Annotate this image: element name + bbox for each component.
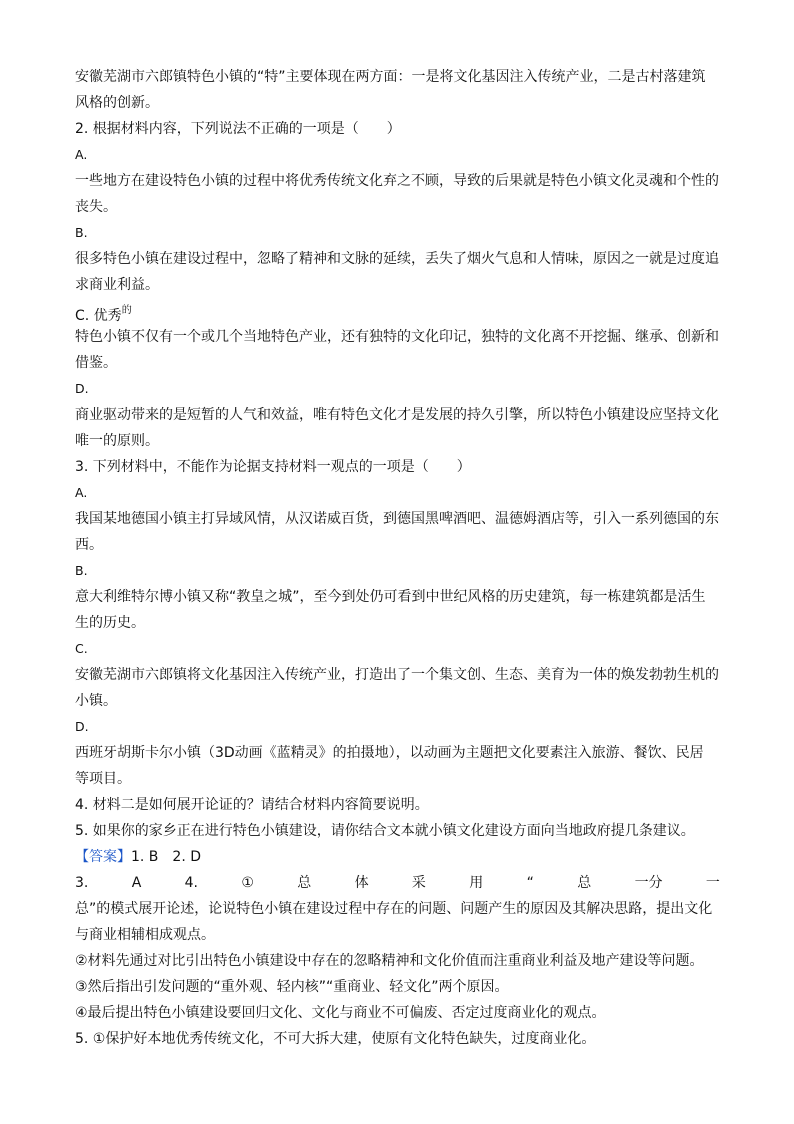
option-c-heading: C. 优秀 <box>75 308 122 324</box>
option-text: 一些地方在建设特色小镇的过程中将优秀传统文化弃之不顾，导致的后果就是特色小镇文化灵魂和个性的 <box>75 173 719 189</box>
superscript-char: 的 <box>121 305 132 316</box>
answer-token: 总 <box>577 875 592 891</box>
answer-token: 4. <box>184 875 198 891</box>
option-text: 我国某地德国小镇主打异域风情，从汉诺威百货，到德国黑啤酒吧、温德姆酒店等，引入一系列德国的东 <box>75 511 719 527</box>
option-text: 唯一的原则。 <box>75 433 159 449</box>
answer-line: 总”的模式展开论述，论说特色小镇在建设过程中存在的问题、问题产生的原因及其解决思路，提出文化 <box>75 901 713 917</box>
option-text: 小镇。 <box>75 693 117 709</box>
answer-token: 一 <box>705 875 720 891</box>
passage-line: 风格的创新。 <box>75 95 159 111</box>
option-text: 等项目。 <box>75 771 131 787</box>
question-3: 3. 下列材料中，不能作为论据支持材料一观点的一项是（ ） <box>75 459 471 475</box>
option-text: 丧失。 <box>75 199 117 215</box>
answer-token: 3. <box>75 875 89 891</box>
option-text: 求商业利益。 <box>75 277 159 293</box>
answer-token: 采 <box>411 875 426 891</box>
answer-token: 体 <box>354 875 369 891</box>
answer-token: 用 <box>469 875 484 891</box>
answer-line: 与商业相辅相成观点。 <box>75 927 215 943</box>
option-text: 商业驱动带来的是短暂的人气和效益，唯有特色文化才是发展的持久引擎，所以特色小镇建设应坚持文化 <box>75 407 719 423</box>
option-label-b: B. <box>75 225 88 240</box>
question-2: 2. 根据材料内容，下列说法不正确的一项是（ ） <box>75 121 401 137</box>
answer-token: 一分 <box>634 875 663 891</box>
option-text: 意大利维特尔博小镇又称“教皇之城”，至今到处仍可看到中世纪风格的历史建筑，每一栋建筑都是活生 <box>75 589 706 605</box>
question-5: 5. 如果你的家乡正在进行特色小镇建设，请你结合文本就小镇文化建设方面向当地政府提几条建议。 <box>75 823 695 839</box>
option-label-c: C. <box>75 641 88 656</box>
passage-line: 安徽芜湖市六郎镇特色小镇的“特”主要体现在两方面：一是将文化基因注入传统产业，二是古村落建筑 <box>75 69 706 85</box>
answer-choices: 1. B 2. D <box>131 849 201 865</box>
option-text: 生的历史。 <box>75 615 145 631</box>
question-4: 4. 材料二是如何展开论证的？请结合材料内容简要说明。 <box>75 797 429 813</box>
answer-token: 总 <box>297 875 312 891</box>
option-label-c <box>75 298 725 324</box>
answer-line: ③然后指出引发问题的“重外观、轻内核”“重商业、轻文化”两个原因。 <box>75 979 509 995</box>
option-label-a: A. <box>75 147 88 162</box>
option-text: 借鉴。 <box>75 355 117 371</box>
option-text: 安徽芜湖市六郎镇将文化基因注入传统产业，打造出了一个集文创、生态、美育为一体的焕发勃勃生机的 <box>75 667 719 683</box>
option-label-d: D. <box>75 719 89 734</box>
answer-tag: 【答案】 <box>75 849 131 865</box>
option-text: 西。 <box>75 537 103 553</box>
option-text: 很多特色小镇在建设过程中，忽略了精神和文脉的延续，丢失了烟火气息和人情味，原因之一就是过度追 <box>75 251 719 267</box>
answer-spread-line <box>75 870 720 896</box>
answer-line: ②材料先通过对比引出特色小镇建设中存在的忽略精神和文化价值而注重商业利益及地产建设等问题。 <box>75 953 704 969</box>
option-label-d: D. <box>75 381 89 396</box>
answer-token: ① <box>241 875 254 891</box>
option-text: 特色小镇不仅有一个或几个当地特色产业，还有独特的文化印记，独特的文化离不开挖掘、继承、创新和 <box>75 329 719 345</box>
answer-heading <box>75 844 725 870</box>
option-text: 西班牙胡斯卡尔小镇（3D动画《蓝精灵》的拍摄地），以动画为主题把文化要素注入旅游、餐饮、民居 <box>75 745 704 761</box>
answer-line: 5. ①保护好本地优秀传统文化，不可大拆大建，使原有文化特色缺失，过度商业化。 <box>75 1031 596 1047</box>
option-label-a: A. <box>75 485 88 500</box>
option-label-b: B. <box>75 563 88 578</box>
answer-token: A <box>131 875 142 891</box>
answer-token: “ <box>526 875 534 891</box>
answer-line: ④最后提出特色小镇建设要回归文化、文化与商业不可偏废、否定过度商业化的观点。 <box>75 1005 606 1021</box>
document-page <box>75 64 725 1052</box>
